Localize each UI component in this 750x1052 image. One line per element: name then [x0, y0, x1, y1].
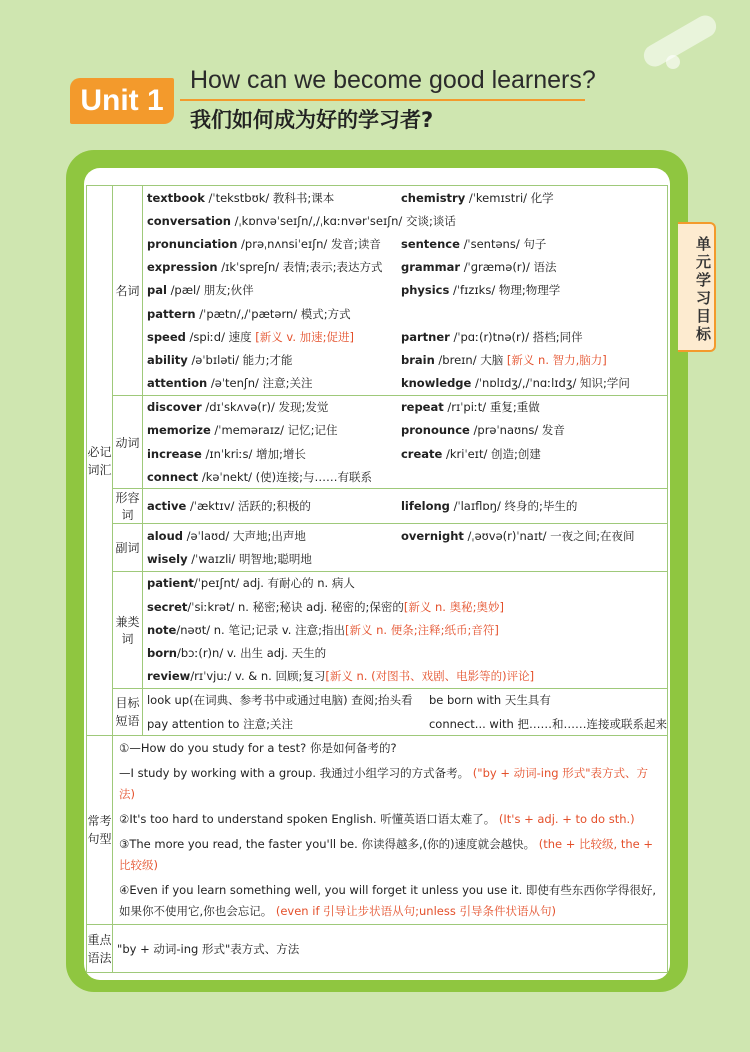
definition: /ˈæktɪv/ 活跃的;积极的: [189, 499, 311, 514]
definition: /prəˌnʌnsiˈeɪʃn/ 发音;读音: [241, 236, 381, 251]
sentence-text: ③The more you read, the faster you'll be. 你读得越多,(你的)速度就会越快。: [119, 837, 536, 852]
sentence-item: [113, 807, 667, 832]
adj-list: [142, 489, 667, 524]
definition: /dɪˈskʌvə(r)/ 发现;发觉: [205, 400, 329, 415]
verbs-row: [143, 396, 667, 419]
word: grammar: [400, 260, 461, 275]
word: secret: [146, 599, 188, 614]
definition: /pæl/ 朋友;伙伴: [170, 283, 254, 298]
definition: /ˈɡræmə(r)/ 语法: [463, 260, 557, 275]
word: conversation: [146, 213, 231, 228]
nouns-cell: [401, 375, 667, 391]
verbs-cell: [401, 399, 667, 415]
nouns-cell: [147, 259, 401, 275]
word: aloud: [146, 529, 183, 544]
definition: /rɪˈpiːt/ 重复;重做: [447, 400, 540, 415]
definition: /əˈbɪləti/ 能力;才能: [191, 352, 293, 367]
new-meaning: [新义 n. 智力,脑力]: [506, 352, 607, 367]
definition: /ˈnɒlɪdʒ/,/ˈnɑːlɪdʒ/ 知识;学问: [475, 376, 630, 391]
word: discover: [146, 400, 202, 415]
word: note: [146, 622, 177, 637]
definition: /ˈpeɪʃnt/ adj. 有耐心的 n. 病人: [193, 576, 355, 591]
noun-list: [142, 186, 667, 396]
advs-cell: [401, 528, 667, 544]
section-vocab-label: 必记 词汇: [87, 444, 112, 477]
title-chinese: 我们如何成为好的学习者?: [190, 108, 434, 132]
word: create: [400, 446, 443, 461]
word: overnight: [400, 529, 464, 544]
multi-row: [143, 641, 667, 664]
word: pronounce: [400, 423, 470, 438]
multi-row: [143, 665, 667, 688]
nouns-cell: [401, 190, 667, 206]
word: review: [146, 669, 191, 684]
verbs-row: [143, 465, 667, 488]
phrase-cell: look up(在词典、参考书中或通过电脑) 查阅;抬头看: [146, 693, 413, 708]
word: physics: [400, 283, 450, 298]
pos-adv: 副词: [113, 524, 143, 571]
nouns-row: [143, 372, 667, 395]
nouns-row: [143, 209, 667, 232]
nouns-cell: [401, 282, 667, 298]
title-underline: [180, 99, 585, 101]
nouns-row: [143, 325, 667, 348]
word: attention: [146, 376, 208, 391]
word: chemistry: [400, 190, 466, 205]
definition: /kriˈeɪt/ 创造;创建: [445, 446, 541, 461]
section-sentences: [87, 736, 113, 925]
word: repeat: [400, 400, 444, 415]
sentence-item: [113, 832, 667, 878]
advs-cell: [147, 528, 401, 544]
adjs-cell: [401, 498, 667, 514]
nouns-cell: [147, 352, 401, 368]
sentence-note: (It's + adj. + to do sth.): [498, 812, 635, 827]
sentence-text: ①—How do you study for a test? 你是如何备考的?: [119, 741, 397, 756]
section-grammar: [87, 925, 113, 973]
phrase-cell: be born with 天生具有: [428, 693, 551, 708]
verbs-cell: [401, 446, 667, 462]
section-phrases: [113, 688, 143, 735]
definition: /ˌkɒnvəˈseɪʃn/,/ˌkɑːnvərˈseɪʃn/ 交谈;谈话: [234, 213, 456, 228]
pos-adj: 形容词: [113, 489, 143, 524]
nouns-cell: [147, 375, 401, 391]
word: patient: [146, 576, 194, 591]
definition: /spiːd/ 速度: [189, 329, 252, 344]
new-meaning: [新义 n. (对图书、戏剧、电影等的)评论]: [325, 669, 535, 684]
definition: /bɔː(r)n/ v. 出生 adj. 天生的: [176, 645, 327, 660]
definition: /ˈpætn/,/ˈpætərn/ 模式;方式: [199, 306, 351, 321]
word: active: [146, 499, 187, 514]
multi-row: [143, 572, 667, 595]
word: pal: [146, 283, 167, 298]
multi-list: [142, 571, 667, 688]
word: pattern: [146, 306, 196, 321]
verbs-cell: [147, 422, 401, 438]
phrase-list: [142, 688, 667, 735]
definition: /rɪˈvjuː/ v. & n. 回顾;复习: [190, 669, 326, 684]
nouns-cell: [401, 236, 667, 252]
word: brain: [400, 352, 435, 367]
definition: /ɪnˈkriːs/ 增加;增长: [205, 446, 306, 461]
pos-noun: 名词: [113, 186, 143, 396]
verbs-cell: [147, 399, 401, 415]
definition: /ˈmeməraɪz/ 记忆;记住: [214, 423, 338, 438]
sentence-note: (even if 引导让步状语从句;unless 引导条件状语从句): [275, 904, 556, 919]
definition: /ˈtekstbʊk/ 教科书;课本: [208, 190, 335, 205]
definition: /breɪn/ 大脑: [438, 352, 504, 367]
sentence-text: —I study by working with a group. 我通过小组学习的方式备考。: [119, 766, 470, 781]
definition: /kəˈnekt/ (使)连接;与……有联系: [201, 469, 373, 484]
definition: /nəʊt/ n. 笔记;记录 v. 注意;指出: [176, 622, 345, 637]
nouns-row: [143, 302, 667, 325]
definition: /prəˈnaʊns/ 发音: [473, 423, 565, 438]
word: pronunciation: [146, 236, 238, 251]
objectives-table: [86, 185, 668, 973]
sentence-note: (the + 比较级, the + 比较级): [119, 837, 654, 873]
new-meaning: [新义 n. 便条;注释;纸币;音符]: [344, 622, 499, 637]
phrase-cell: pay attention to 注意;关注: [146, 716, 293, 731]
word: memorize: [146, 423, 211, 438]
sentence-list: [113, 736, 668, 925]
word: connect: [146, 469, 199, 484]
sentence-item: [113, 878, 667, 924]
sentence-text: ④Even if you learn something well, you will forget it unless you use it. 即使有些东西你学得很好,如果你不使用它,你也会忘记。: [119, 883, 657, 919]
definition: /əˈtenʃn/ 注意;关注: [210, 376, 313, 391]
verbs-cell: [147, 469, 401, 485]
section-vocab: [87, 186, 113, 736]
nouns-row: [143, 348, 667, 371]
definition: /ˈpɑː(r)tnə(r)/ 搭档;同伴: [453, 329, 583, 344]
word: wisely: [146, 552, 188, 567]
sentence-text: ②It's too hard to understand spoken English. 听懂英语口语太难了。: [119, 812, 496, 827]
unit-badge: Unit 1: [70, 78, 174, 124]
phrase-cell: connect... with 把……和……连接或联系起来: [428, 716, 667, 731]
sentence-item: [113, 761, 667, 807]
adjs-cell: [147, 498, 401, 514]
verbs-row: [143, 419, 667, 442]
nouns-cell: [147, 190, 401, 206]
nouns-cell: [147, 306, 401, 322]
adv-list: [142, 524, 667, 571]
phrase-row: [143, 712, 667, 735]
definition: /ˌəʊvə(r)ˈnaɪt/ 一夜之间;在夜间: [467, 529, 635, 544]
title-english: How can we become good learners?: [190, 66, 596, 94]
section-sentences-label: 常考 句型: [87, 814, 112, 847]
advs-cell: [147, 551, 401, 567]
verb-list: [142, 395, 667, 489]
word: textbook: [146, 190, 205, 205]
nouns-row: [143, 279, 667, 302]
new-meaning: [新义 v. 加速;促进]: [255, 329, 355, 344]
verbs-row: [143, 442, 667, 465]
nouns-cell: [146, 213, 456, 229]
word: born: [146, 645, 177, 660]
nouns-row: [143, 256, 667, 279]
pos-multi: 兼类词: [113, 571, 143, 688]
phrase-row: [143, 689, 667, 712]
nouns-row: [143, 186, 667, 209]
word: increase: [146, 446, 202, 461]
nouns-cell: [401, 259, 667, 275]
definition: /ˈlaɪflɒŋ/ 终身的;毕生的: [453, 499, 578, 514]
multi-row: [143, 618, 667, 641]
section-phrases-label: 目标 短语: [115, 695, 140, 728]
decorative-glow: [640, 11, 720, 70]
definition: /ˈsiːkrət/ n. 秘密;秘诀 adj. 秘密的;保密的: [187, 599, 404, 614]
word: lifelong: [400, 499, 450, 514]
word: partner: [400, 329, 450, 344]
decorative-dot: [666, 55, 680, 69]
pos-verb: 动词: [113, 395, 143, 489]
nouns-row: [143, 232, 667, 255]
nouns-cell: [147, 282, 401, 298]
adjs-row: [143, 495, 667, 518]
verbs-cell: [401, 422, 667, 438]
definition: /ɪkˈspreʃn/ 表情;表示;表达方式: [221, 260, 383, 275]
definition: /ˈsentəns/ 句子: [463, 236, 547, 251]
word: expression: [146, 260, 218, 275]
grammar-text: "by + 动词-ing 形式"表方式、方法: [113, 925, 668, 973]
advs-row: [143, 548, 667, 571]
side-tab: 单元学习目标: [678, 222, 716, 352]
section-grammar-label: 重点 语法: [87, 932, 112, 965]
sentence-item: [113, 736, 667, 761]
word: speed: [146, 329, 186, 344]
word: ability: [146, 352, 188, 367]
word: sentence: [400, 236, 460, 251]
sentence-note: ("by + 动词-ing 形式"表方式、方法): [119, 766, 649, 802]
nouns-cell: [401, 352, 667, 368]
nouns-cell: [147, 236, 401, 252]
word: knowledge: [400, 376, 472, 391]
definition: /ˈwaɪzli/ 明智地;聪明地: [191, 552, 312, 567]
advs-row: [143, 524, 667, 547]
definition: /ˈkemɪstri/ 化学: [468, 190, 554, 205]
verbs-cell: [147, 446, 401, 462]
definition: /əˈlaʊd/ 大声地;出声地: [186, 529, 306, 544]
nouns-cell: [401, 329, 667, 345]
nouns-cell: [147, 329, 401, 345]
definition: /ˈfɪzɪks/ 物理;物理学: [453, 283, 561, 298]
multi-row: [143, 595, 667, 618]
new-meaning: [新义 n. 奥秘;奥妙]: [403, 599, 504, 614]
